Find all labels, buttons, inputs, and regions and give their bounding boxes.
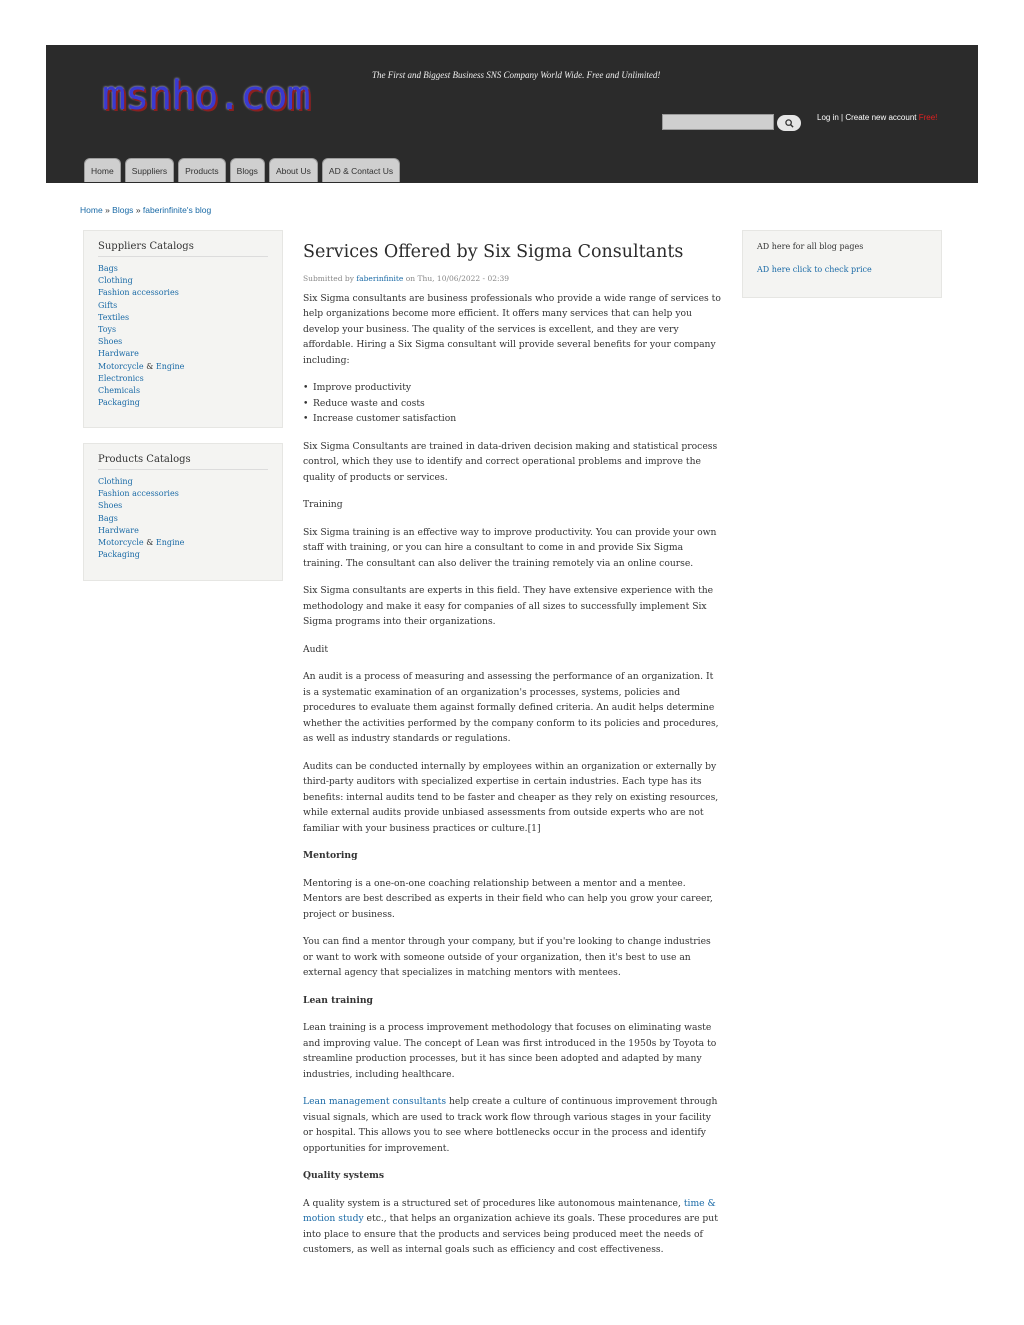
list-item bbox=[98, 500, 184, 512]
list-item bbox=[98, 275, 184, 287]
catalog-link-fashion-accessories[interactable]: Fashion accessories bbox=[98, 489, 179, 499]
search-icon bbox=[785, 119, 794, 128]
paragraph-text: help create a culture of continuous improvement through visual signals, which are used to track work flow through various stages in your facility or hospital. This allows you to see where bottlenecks occur in the process and identify opportunities for improvement. bbox=[303, 1096, 718, 1154]
list-item bbox=[98, 312, 184, 324]
article-paragraph: Six Sigma consultants are experts in this field. They have extensive experience with the methodology and make it easy for companies of all sizes to successfully implement Six Sigma programs into their organizations. bbox=[303, 585, 714, 627]
catalog-link-motorcycle[interactable]: Motorcycle bbox=[98, 361, 144, 371]
benefits-list bbox=[303, 380, 721, 427]
main-nav bbox=[84, 158, 400, 182]
catalog-link-engine[interactable]: Engine bbox=[155, 361, 185, 371]
paragraph-text: A quality system is a structured set of procedures like autonomous maintenance, bbox=[303, 1197, 684, 1209]
catalog-link-shoes[interactable]: Shoes bbox=[98, 501, 123, 511]
list-item bbox=[98, 537, 184, 549]
breadcrumb-home[interactable]: Home bbox=[80, 205, 103, 215]
products-catalog-list bbox=[98, 476, 184, 561]
section-heading-training: Training bbox=[303, 499, 343, 510]
submitted-date: on Thu, 10/06/2022 - 02:39 bbox=[405, 274, 510, 283]
breadcrumb-blogs[interactable]: Blogs bbox=[112, 205, 134, 215]
nav-tab-products[interactable]: Products bbox=[178, 158, 226, 182]
article-paragraph bbox=[303, 1094, 721, 1156]
breadcrumb-separator: » bbox=[105, 205, 110, 215]
catalog-link-packaging[interactable]: Packaging bbox=[98, 398, 140, 408]
breadcrumb bbox=[80, 205, 211, 215]
list-item bbox=[98, 476, 184, 488]
article-paragraph: Six Sigma Consultants are trained in data-driven decision making and statistical process control, which they use to identify and correct operational problems and improve the quality of products or services. bbox=[303, 440, 718, 483]
list-item bbox=[98, 287, 184, 299]
catalog-link-hardware[interactable]: Hardware bbox=[98, 349, 139, 359]
article-title: Services Offered by Six Sigma Consultants bbox=[303, 242, 684, 262]
list-item: • Improve productivity bbox=[313, 380, 721, 396]
list-item bbox=[98, 361, 184, 373]
catalog-link-shoes[interactable]: Shoes bbox=[98, 337, 123, 347]
list-item: • Reduce waste and costs bbox=[313, 396, 721, 412]
nav-tab-home[interactable]: Home bbox=[84, 158, 121, 182]
account-links bbox=[817, 113, 937, 122]
list-item bbox=[98, 348, 184, 360]
ad-block bbox=[742, 230, 942, 298]
nav-tab-about-us[interactable]: About Us bbox=[269, 158, 318, 182]
breadcrumb-separator: » bbox=[135, 205, 141, 215]
site-logo[interactable]: msnho.com bbox=[102, 73, 310, 119]
catalog-link-toys[interactable]: Toys bbox=[98, 325, 117, 335]
account-separator: | bbox=[841, 113, 844, 122]
catalog-link-motorcycle[interactable]: Motorcycle bbox=[98, 538, 144, 548]
section-heading-quality-systems: Quality systems bbox=[303, 1170, 385, 1181]
list-item bbox=[98, 513, 184, 525]
section-heading-mentoring: Mentoring bbox=[303, 850, 358, 861]
list-item bbox=[98, 336, 184, 348]
lean-consultants-link[interactable]: Lean management consultants bbox=[303, 1096, 447, 1107]
catalog-link-fashion-accessories[interactable]: Fashion accessories bbox=[98, 288, 179, 298]
site-header bbox=[46, 45, 978, 183]
article-paragraph: Six Sigma training is an effective way to improve productivity. You can provide your own staff with training, or you can hire a consultant to come in and provide Six Sigma training. The consultant can also deliver the training remotely via an online course. bbox=[303, 526, 717, 569]
ad-title: AD here for all blog pages bbox=[757, 242, 864, 251]
free-label: Free! bbox=[918, 113, 938, 122]
section-heading-audit: Audit bbox=[303, 643, 329, 655]
article-paragraph: Six Sigma consultants are business professionals who provide a wide range of services to help organizations become more efficient. It offers many services that can help you develop your business. The quality of the services is excellent, and they are very affordable. Hiring a Six Sigma consultant will provide several benefits for your company including: bbox=[303, 292, 721, 366]
catalog-link-bags[interactable]: Bags bbox=[98, 513, 118, 523]
paragraph-text: etc., that helps an organization achieve its goals. These procedures are put into place to ensure that the products and services being produced meet the needs of customers, as well as internal goals such as efficiency and cost effectiveness. bbox=[303, 1213, 718, 1255]
section-heading-lean-training: Lean training bbox=[303, 994, 373, 1006]
catalog-link-electronics[interactable]: Electronics bbox=[98, 373, 144, 383]
list-item bbox=[98, 263, 184, 275]
catalog-link-chemicals[interactable]: Chemicals bbox=[98, 386, 141, 396]
article-paragraph: An audit is a process of measuring and assessing the performance of an organization. It is a systematic examination of an organization's processes, systems, policies and procedures to evaluate them against formally defined criteria. An audit helps determine whether the activities performed by the company conform to its policies and procedures, as well as industry standards or regulations. bbox=[303, 671, 719, 744]
login-link[interactable]: Log in bbox=[817, 113, 839, 122]
ampersand: & bbox=[146, 538, 154, 548]
suppliers-catalogs-block bbox=[83, 230, 283, 428]
article-paragraph bbox=[303, 1196, 721, 1258]
catalog-link-clothing[interactable]: Clothing bbox=[98, 477, 133, 486]
author-link[interactable]: faberinfinite bbox=[356, 274, 404, 283]
list-item bbox=[98, 525, 184, 537]
time-motion-study-link[interactable]: time & motion study bbox=[303, 1197, 716, 1224]
list-item bbox=[98, 300, 184, 312]
breadcrumb-blog[interactable]: faberinfinite's blog bbox=[142, 205, 212, 215]
ad-link[interactable]: AD here click to check price bbox=[757, 265, 872, 274]
nav-tab-ad-contact[interactable]: AD & Contact Us bbox=[322, 158, 400, 182]
list-item bbox=[98, 373, 184, 385]
catalog-link-packaging[interactable]: Packaging bbox=[98, 550, 140, 560]
products-catalogs-title: Products Catalogs bbox=[98, 454, 268, 470]
list-item bbox=[98, 549, 184, 561]
ampersand: & bbox=[146, 361, 154, 371]
list-item bbox=[98, 397, 184, 409]
search-input[interactable] bbox=[662, 114, 774, 130]
list-item bbox=[98, 488, 184, 500]
nav-tab-suppliers[interactable]: Suppliers bbox=[125, 158, 174, 182]
article bbox=[303, 240, 721, 1270]
submitted-prefix: Submitted by bbox=[303, 274, 354, 283]
create-account-link[interactable]: Create new account bbox=[845, 113, 917, 122]
search-button[interactable] bbox=[777, 115, 801, 131]
site-slogan: The First and Biggest Business SNS Company World Wide. Free and Unlimited! bbox=[372, 70, 661, 80]
article-paragraph: Lean training is a process improvement methodology that focuses on eliminating waste and improving value. The concept of Lean was first introduced in the 1950s by Toyota to streamline production processes, but it has since been adopted and adapted by many industries, including healthcare. bbox=[303, 1022, 717, 1080]
article-paragraph: You can find a mentor through your company, but if you're looking to change industries or want to work with someone outside of your organization, then it's best to use an external agency that specializes in matching mentors with mentees. bbox=[303, 936, 711, 978]
catalog-link-engine[interactable]: Engine bbox=[155, 538, 185, 548]
catalog-link-bags[interactable]: Bags bbox=[98, 264, 118, 273]
catalog-link-textiles[interactable]: Textiles bbox=[98, 312, 130, 322]
list-item: • Increase customer satisfaction bbox=[313, 411, 721, 427]
catalog-link-gifts[interactable]: Gifts bbox=[98, 300, 118, 310]
catalog-link-hardware[interactable]: Hardware bbox=[98, 525, 139, 535]
article-paragraph: Mentoring is a one-on-one coaching relationship between a mentor and a mentee. Mentors are best described as experts in their field who can help you grow your career, project or business. bbox=[303, 877, 713, 920]
list-item bbox=[98, 385, 184, 397]
submitted-info bbox=[303, 271, 721, 287]
nav-tab-blogs[interactable]: Blogs bbox=[230, 158, 265, 182]
article-paragraph: Audits can be conducted internally by employees within an organization or externally by third-party auditors with specialized expertise in certain industries. Each type has its benefits: internal audits tend to be faster and cheaper as they rely on existing resources, while external audits provide unbiased assessments from outside experts who are not familiar with your business practices or culture.[1] bbox=[303, 760, 719, 834]
suppliers-catalogs-title: Suppliers Catalogs bbox=[98, 241, 268, 257]
list-item bbox=[98, 324, 184, 336]
suppliers-catalog-list bbox=[98, 263, 184, 409]
products-catalogs-block bbox=[83, 443, 283, 581]
catalog-link-clothing[interactable]: Clothing bbox=[98, 276, 133, 286]
